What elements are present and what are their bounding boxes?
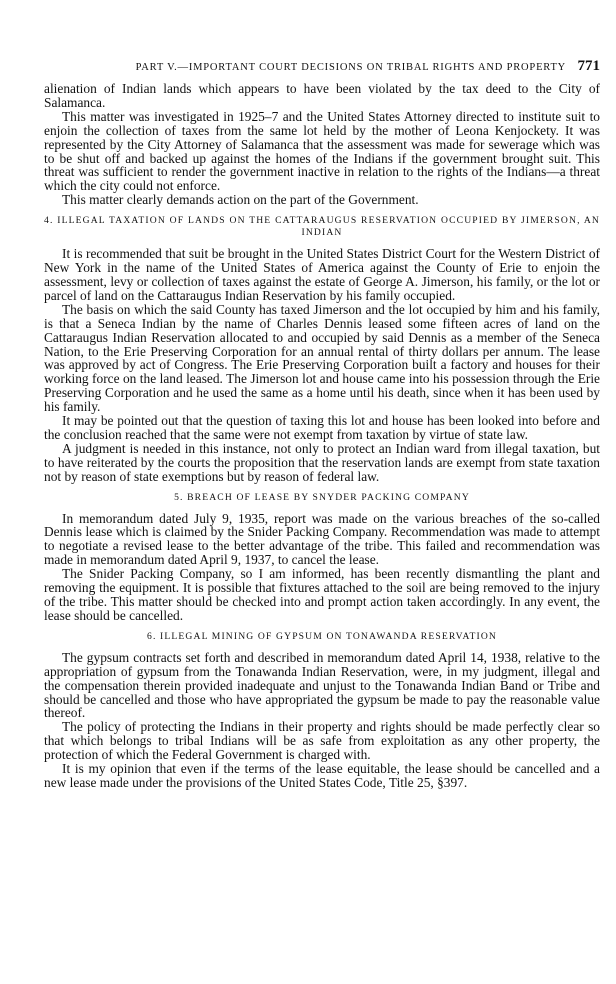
intro-paragraph-1: alienation of Indian lands which appears to have been violated by the tax deed to the City of Salamanca. bbox=[44, 81, 600, 110]
section-5-paragraph-1: In memorandum dated July 9, 1935, report was made on the various breaches of the so-called Dennis lease which is claimed by the Snider Packing Company. Recommendation was made to attempt to negotiate a revised lease to the better advantage of the tribe. This failed and recommendation was made in memorandum dated April 9, 1937, to cancel the lease. bbox=[44, 510, 600, 568]
running-header bbox=[0, 58, 600, 75]
section-6-paragraph-3: It is my opinion that even if the terms of the lease equitable, the lease should be cancelled and a new lease made under the provisions of the United States Code, Title 25, §397. bbox=[44, 761, 600, 790]
section-4-paragraph-4: A judgment is needed in this instance, not only to protect an Indian ward from illegal taxation, but to have reiterated by the courts the proposition that the reservation lands are exempt from state taxation not by reason of state exemptions but by reason of federal law. bbox=[44, 440, 600, 484]
section-4-paragraph-1: It is recommended that suit be brought in the United States District Court for the Western District of New York in the name of the United States of America against the County of Erie to enjoin the assessment, levy or collection of taxes against the estate of George A. Jimerson, his family, or the lot or parcel of land on the Cattaraugus Indian Reservation by his family occupied. bbox=[44, 246, 600, 303]
section-6-paragraph-1: The gypsum contracts set forth and described in memorandum dated April 14, 1938, relative to the appropriation of gypsum from the Tonawanda Indian Reservation, were, in my judgment, illegal and the compensation therein provided inadequate and unjust to the Tonawanda Indian Band or Tribe and should be cancelled and those who have appropriated the gypsum be made to pay the reasonable value thereof. bbox=[44, 649, 600, 721]
section-4-paragraph-2: The basis on which the said County has taxed Jimerson and the lot occupied by him and his family, is that a Seneca Indian by the name of Charles Dennis leased some fifteen acres of land on the Cattaraugus Indian Reservation allocated to and occupied by said Dennis as a member of the Seneca Nation, to the Erie Preserving Corporation for an annual rental of thirty dollars per annum. The lease was approved by act of Congress. The Erie Preserving Corporation built a factory and houses for their working force on the land leased. The Jimerson lot and house came into his possession through the Erie Preserving Corporation and he used the same as a home until his death, since when it has been used by his family. bbox=[44, 301, 600, 415]
section-4-heading: 4. ILLEGAL TAXATION OF LANDS ON THE CATTARAUGUS RESERVATION OCCUPIED BY JIMERSON, AN INDIAN bbox=[44, 215, 600, 239]
header-title: PART V.—IMPORTANT COURT DECISIONS ON TRIBAL RIGHTS AND PROPERTY bbox=[135, 62, 567, 73]
section-4-paragraph-3: It may be pointed out that the question of taxing this lot and house has been looked into before and the conclusion reached that the same were not exempt from taxation by virtue of state law. bbox=[44, 413, 600, 442]
page-body bbox=[44, 82, 600, 790]
section-5-paragraph-2: The Snider Packing Company, so I am informed, has been recently dismantling the plant and removing the equipment. It is possible that fixtures attached to the soil are being removed to the injury of the tribe. This matter should be checked into and prompt action taken accordingly. In any event, the lease should be cancelled. bbox=[44, 566, 600, 623]
section-6-paragraph-2: The policy of protecting the Indians in their property and rights should be made perfectly clear so that which belongs to tribal Indians will be as safe from exploitation as any other property, the protection of which the Federal Government is charged with. bbox=[44, 719, 600, 763]
intro-paragraph-2: This matter was investigated in 1925–7 and the United States Attorney directed to institute suit to enjoin the collection of taxes from the same lot held by the mother of Leona Kenjockety. It was represented by the City Attorney of Salamanca that the assessment was made for sewerage which was to be shut off and backed up against the homes of the Indians if the government brought suit. This threat was sufficient to render the government inactive in relation to the rights of the Indians—a threat which the city could not enforce. bbox=[44, 108, 600, 194]
page-number: 771 bbox=[577, 58, 600, 74]
section-6-heading: 6. ILLEGAL MINING OF GYPSUM ON TONAWANDA RESERVATION bbox=[147, 630, 497, 642]
section-5-heading: 5. BREACH OF LEASE BY SNYDER PACKING COMPANY bbox=[174, 491, 470, 503]
intro-paragraph-3: This matter clearly demands action on the part of the Government. bbox=[62, 192, 419, 208]
